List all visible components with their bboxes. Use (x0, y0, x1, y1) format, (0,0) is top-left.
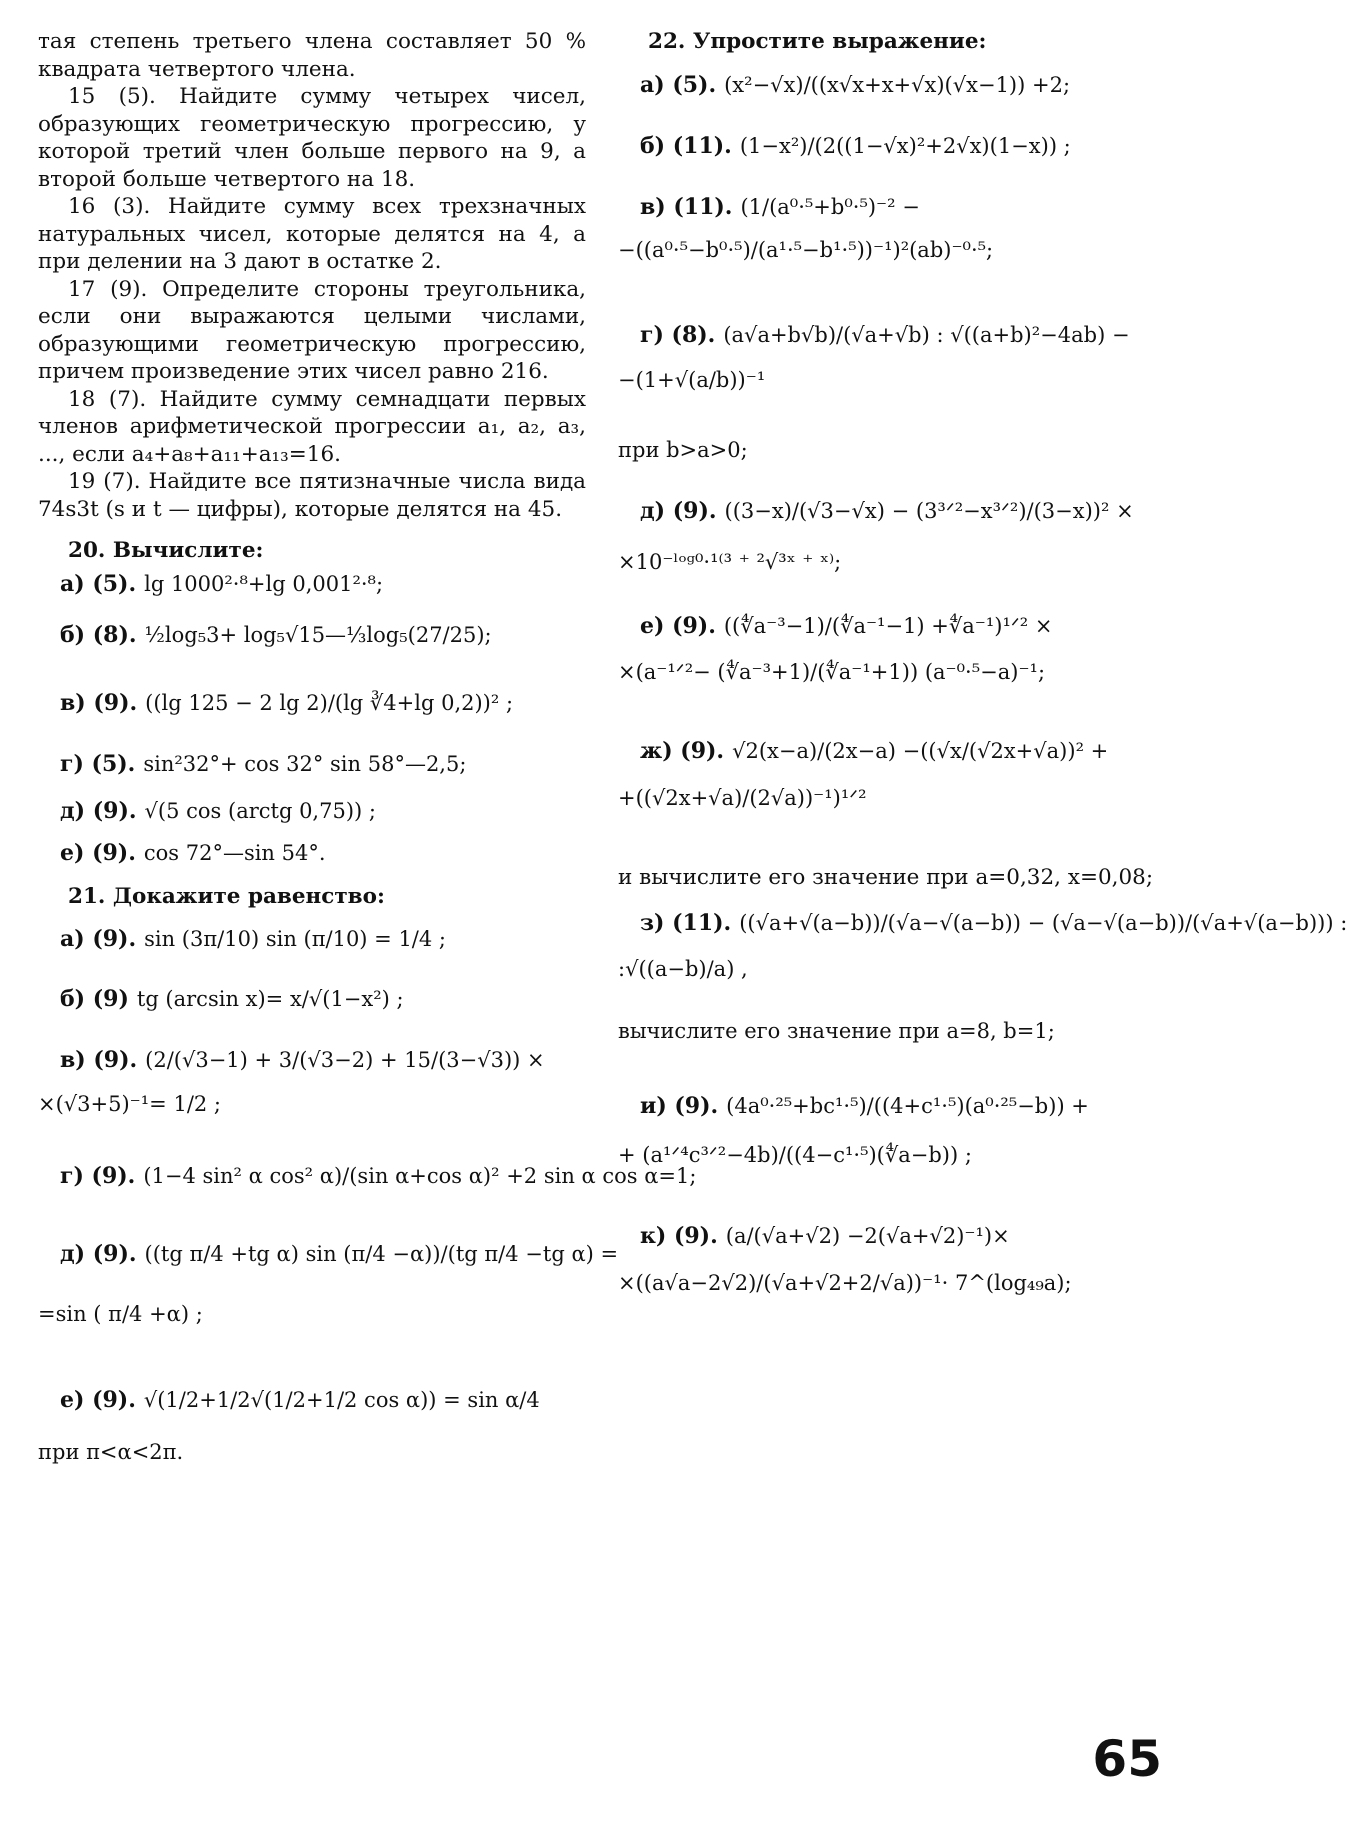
task-expression: sin²32°+ cos 32° sin 58°—2,5; (143, 751, 467, 776)
task-22g-evaluate: и вычислите его значение при a=0,32, x=0,08; (618, 864, 1154, 890)
task-22g (640, 718, 1178, 784)
task-expression: (a/(√a+√2) −2(√a+√2)⁻¹)× (725, 1224, 1010, 1248)
task-label: е) (9). (60, 1387, 136, 1413)
task-22h-evaluate: вычислите его значение при a=8, b=1; (618, 1019, 1055, 1043)
task-label: а) (5). (640, 71, 717, 98)
task-22d-continuation: −(1+√(a/b))⁻¹ (618, 367, 766, 392)
problem-16: 16 (3). Найдите сумму всех трехзначных натуральных чисел, которые делятся на 4, а при делении на 3 дают в остатке 2. (38, 194, 586, 274)
task-label: е) (9). (640, 612, 716, 639)
problem-19: 19 (7). Найдите все пятизначные числа вида 74s3t (s и t — цифры), которые делятся на 45. (38, 469, 586, 522)
task-expression: (1/(a⁰·⁵+b⁰·⁵)⁻² − (740, 194, 920, 219)
task-label: г) (9). (60, 1163, 136, 1189)
task-22f (640, 594, 1178, 658)
problem-18: 18 (7). Найдите сумму семнадцати первых членов арифметической прогрессии a₁, a₂, a₃, ..., если a₄+a₈+a₁₁+a₁₃=16. (38, 386, 586, 467)
task-label: в) (11). (640, 193, 733, 220)
task-21d (60, 1144, 697, 1208)
task-expression: √(1/2+1/2√(1/2+1/2 cos α)) = sin α/4 (143, 1388, 540, 1412)
task-expression: ((tg π/4 +tg α) sin (π/4 −α))/(tg π/4 −tg α) = (144, 1242, 619, 1266)
task-21e-continuation: =sin ( π/4 +α) ; (38, 1302, 203, 1326)
task-expression: (1−4 sin² α cos² α)/(sin α+cos α)² +2 sin α cos α=1; (143, 1164, 697, 1188)
task-expression: tg (arcsin x)= x/√(1−x²) ; (136, 987, 404, 1011)
task-22c-continuation: −((a⁰·⁵−b⁰·⁵)/(a¹·⁵−b¹·⁵))⁻¹)²(ab)⁻⁰·⁵; (618, 237, 994, 262)
task-20d (60, 739, 586, 789)
task-21e (60, 1208, 619, 1300)
task-label: з) (11). (640, 910, 732, 936)
task-expression: ((√a+√(a−b))/(√a−√(a−b)) − (√a−√(a−b))/(√a+√(a−b))) : (739, 911, 1347, 935)
intro-text: тая степень третьего члена составляет 50 % квадрата четвертого члена. (38, 29, 586, 82)
task-21a (60, 910, 586, 968)
task-22d-condition: при b>a>0; (618, 437, 748, 462)
task-expression: lg 1000²·⁸+lg 0,001²·⁸; (144, 571, 384, 596)
task-21c-continuation: ×(√3+5)⁻¹= 1/2 ; (38, 1092, 222, 1116)
task-label: б) (8). (60, 621, 137, 648)
task-label: а) (9). (60, 926, 137, 952)
problem-20-heading: 20. Вычислите: (68, 538, 264, 563)
task-22c (640, 178, 1178, 236)
task-expression: ½log₅3+ log₅√15—⅓log₅(27/25); (144, 622, 492, 647)
task-20e (60, 789, 586, 833)
task-22f-continuation: ×(a⁻¹ᐟ²− (∜a⁻³+1)/(∜a⁻¹+1)) (a⁻⁰·⁵−a)⁻¹; (618, 659, 1046, 684)
task-22d (640, 304, 1178, 366)
task-20b (60, 603, 586, 667)
task-expression: (2/(√3−1) + 3/(√3−2) + 15/(3−√3)) × (145, 1048, 545, 1072)
task-label: к) (9). (640, 1223, 718, 1249)
task-21c (60, 1030, 586, 1090)
task-expression: ((lg 125 − 2 lg 2)/(lg ∛4+lg 0,2))² ; (145, 690, 514, 715)
task-expression: (1−x²)/(2((1−√x)²+2√x)(1−x)) ; (739, 133, 1071, 158)
problem-15: 15 (5). Найдите сумму четырех чисел, образующих геометрическую прогрессию, у которой третий член больше первого на 9, а второй больше четвертого на 18. (38, 84, 586, 192)
task-20c (60, 667, 586, 739)
task-22h-continuation: :√((a−b)/a) , (618, 957, 748, 981)
task-expression: ((∜a⁻³−1)/(∜a⁻¹−1) +∜a⁻¹)¹ᐟ² × (723, 613, 1053, 638)
task-label: б) (11). (640, 132, 732, 159)
task-label: а) (5). (60, 570, 137, 597)
task-expression: (4a⁰·²⁵+bc¹·⁵)/((4+c¹·⁵)(a⁰·²⁵−b)) + (726, 1094, 1089, 1118)
task-22e-continuation: ×10⁻ˡᵒᵍ⁰·¹⁽³ ⁺ ²√³ˣ ⁺ ˣ⁾; (618, 549, 842, 574)
task-22i-continuation: + (a¹ᐟ⁴c³ᐟ²−4b)/((4−c¹·⁵)(∜a−b)) ; (618, 1143, 972, 1167)
task-22k-continuation: ×((a√a−2√2)/(√a+√2+2/√a))⁻¹· 7^(log₄₉a); (618, 1271, 1072, 1295)
task-22h (640, 891, 1347, 955)
task-label: д) (9). (60, 797, 137, 824)
task-expression: ((3−x)/(√3−√x) − (3³ᐟ²−x³ᐟ²)/(3−x))² × (724, 498, 1134, 523)
task-expression: √(5 cos (arctg 0,75)) ; (144, 798, 376, 823)
task-label: б) (9) (60, 986, 129, 1012)
task-20f (60, 833, 586, 873)
task-22i (640, 1071, 1178, 1141)
task-expression: (x²−√x)/((x√x+x+√x)(√x−1)) +2; (724, 72, 1071, 97)
right-column (618, 28, 1347, 1339)
problem-21-heading: 21. Докажите равенство: (68, 883, 385, 909)
task-21f-continuation: при π<α<2π. (38, 1440, 184, 1464)
task-20a (60, 565, 586, 603)
task-expression: sin (3π/10) sin (π/10) = 1/4 ; (144, 927, 446, 951)
task-expression: (a√a+b√b)/(√a+√b) : √((a+b)²−4ab) − (723, 322, 1130, 347)
task-label: д) (9). (60, 1241, 137, 1267)
task-label: г) (8). (640, 321, 716, 348)
page-number: 65 (1092, 1730, 1162, 1788)
task-label: ж) (9). (640, 737, 725, 764)
task-label: д) (9). (640, 497, 717, 524)
task-expression: √2(x−a)/(2x−a) −((√x/(√2x+√a))² + (732, 738, 1109, 763)
task-21b (60, 968, 586, 1030)
task-label: в) (9). (60, 1047, 138, 1073)
task-22b (640, 114, 1178, 178)
task-22a (640, 56, 1178, 114)
task-label: е) (9). (60, 839, 136, 866)
task-expression: cos 72°—sin 54°. (143, 840, 326, 865)
task-21f (60, 1362, 586, 1438)
task-22g-continuation: +((√2x+√a)/(2√a))⁻¹)¹ᐟ² (618, 785, 867, 810)
task-label: г) (5). (60, 750, 136, 777)
task-label: в) (9). (60, 689, 138, 716)
problem-17: 17 (9). Определите стороны треугольника, если они выражаются целыми числами, образующими геометрическую прогрессию, причем произведение этих чисел равно 216. (38, 276, 586, 384)
problem-22-heading: 22. Упростите выражение: (648, 29, 987, 54)
task-22k (640, 1203, 1178, 1269)
task-label: и) (9). (640, 1093, 719, 1119)
task-22e (640, 474, 1178, 548)
